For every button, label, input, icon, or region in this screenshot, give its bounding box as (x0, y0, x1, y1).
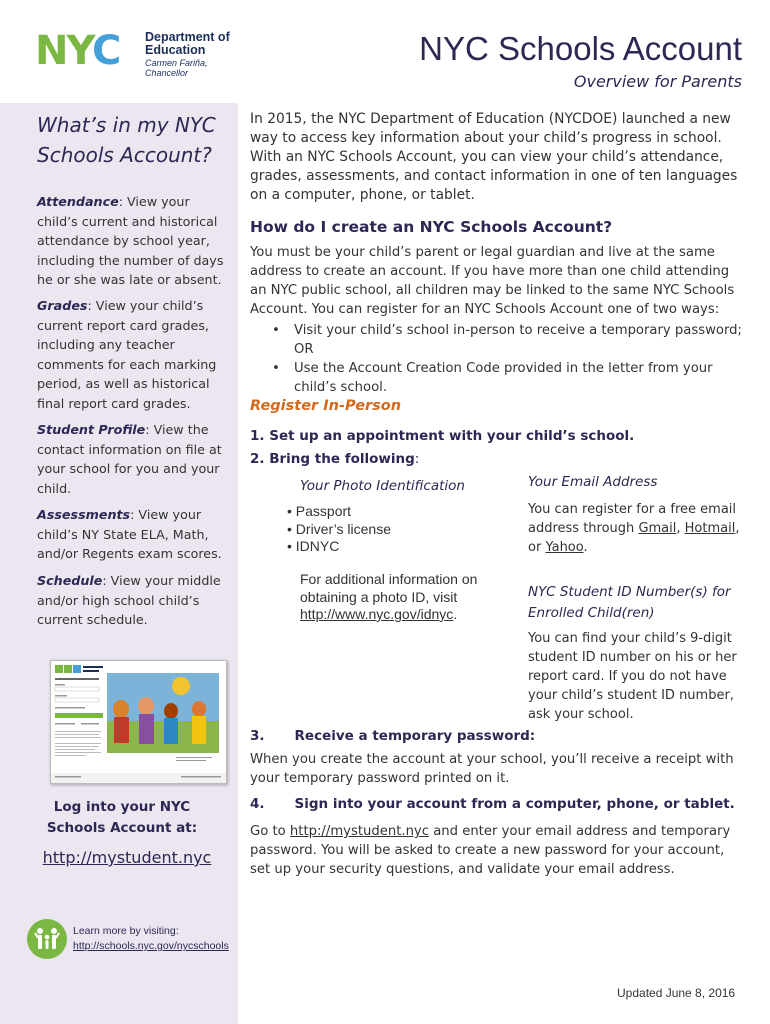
login-screenshot-image (51, 661, 226, 783)
nyc-doe-logo (35, 28, 245, 78)
mystudent-link[interactable]: http://mystudent.nyc (289, 824, 429, 839)
learn-more-label: Learn more by visiting: (73, 925, 179, 937)
email-heading: Your Email Address (528, 474, 658, 490)
step-3: 3. Receive a temporary password: (250, 728, 536, 744)
sidebar-item-assessments: Assessments: View your child’s NY State ELA, Math, and/or Regents exam scores. (37, 507, 222, 561)
how-paragraph: You must be your child’s parent or legal guardian and live at the same address to create an account. If you have more than one child attending an NYC public school, all children may be linked to the same NYC Schools Account. You can register for an NYC Schools Account one of two ways: • Visit your child’s school in-person to receive a temporary password; OR • Use the Account Creation Code provided in the letter from your child’s school. (250, 243, 745, 397)
email-paragraph: You can register for a free email address through Gmail, Hotmail, or Yahoo. (528, 502, 740, 555)
step-3-text: When you create the account at your school, you’ll receive a receipt with your temporary password printed on it. (250, 752, 734, 786)
family-icon (27, 919, 67, 959)
sidebar-item-attendance: Attendance: View your child’s current and historical attendance by school year, including the number of days he or she was late or absent. (37, 194, 224, 287)
hotmail-link[interactable]: Hotmail (684, 521, 736, 536)
list-item: • Driver’s license (287, 520, 391, 537)
logo-chancellor: Carmen Fariña, Chancellor (145, 58, 208, 78)
sidebar-item-student-profile: Student Profile: View the contact information on file at your school for you and your child. (37, 422, 222, 496)
logo-dept-line2: Education (145, 43, 206, 57)
list-item: • IDNYC (287, 538, 340, 554)
how-heading: How do I create an NYC Schools Account? (250, 218, 613, 236)
list-item: • Visit your child’s school in-person to receive a temporary password; OR (294, 321, 745, 359)
yahoo-link[interactable]: Yahoo (545, 540, 584, 555)
list-item: • Use the Account Creation Code provided in the letter from your child’s school. (294, 359, 745, 397)
step-4-text: Go to http://mystudent.nyc and enter your email address and temporary password. You will be asked to create a new password for your account, set up your security questions, and validate your email address. (250, 824, 731, 877)
updated-date: Updated June 8, 2016 (617, 986, 736, 1000)
logo-nyc-text: NYC (35, 28, 120, 74)
step-4: 4. Sign into your account from a computer, phone, or tablet. (250, 796, 735, 812)
login-url-link[interactable]: http://mystudent.nyc (42, 848, 212, 867)
intro-paragraph: In 2015, the NYC Department of Education (NYCDOE) launched a new way to access key information about your child’s progress in school. With an NYC Schools Account, you can view your child’s attendance, grades, assessments, and contact information in one of ten languages on a computer, phone, or tablet. (250, 111, 738, 203)
learn-more-link[interactable]: http://schools.nyc.gov/nycschools (73, 940, 229, 952)
sidebar-heading: What’s in my NYC Schools Account? (37, 113, 216, 167)
register-in-person-heading: Register In-Person (250, 398, 402, 414)
logo-dept-line1: Department of (145, 30, 230, 44)
sidebar-item-schedule: Schedule: View your middle and/or high school child’s current schedule. (37, 573, 221, 627)
step-2: 2. Bring the following: (250, 451, 420, 467)
student-id-heading: NYC Student ID Number(s) for Enrolled Child(ren) (528, 584, 731, 621)
login-label: Log into your NYC Schools Account at: (46, 799, 198, 836)
step-1: 1. Set up an appointment with your child’s school. (250, 428, 635, 444)
gmail-link[interactable]: Gmail (638, 521, 677, 536)
student-id-paragraph: You can find your child’s 9-digit student ID number on his or her report card. If you do not have your child’s student ID number, ask your school. (528, 631, 737, 722)
how-options-list (250, 321, 745, 397)
login-screenshot-thumbnail (50, 660, 227, 784)
sidebar-item-grades: Grades: View your child’s current report card grades, including any teacher comments for each marking period, as well as historical final report card grades. (37, 298, 217, 411)
photo-id-heading: Your Photo Identification (300, 478, 465, 494)
idnyc-link[interactable]: http://www.nyc.gov/idnyc (300, 606, 454, 622)
list-item: • Passport (287, 503, 352, 519)
photo-id-info: For additional information on obtaining a photo ID, visit http://www.nyc.gov/idnyc. (300, 571, 478, 622)
photo-id-list (287, 503, 391, 556)
page-subtitle: Overview for Parents (573, 72, 742, 91)
page-title: NYC Schools Account (419, 30, 742, 67)
